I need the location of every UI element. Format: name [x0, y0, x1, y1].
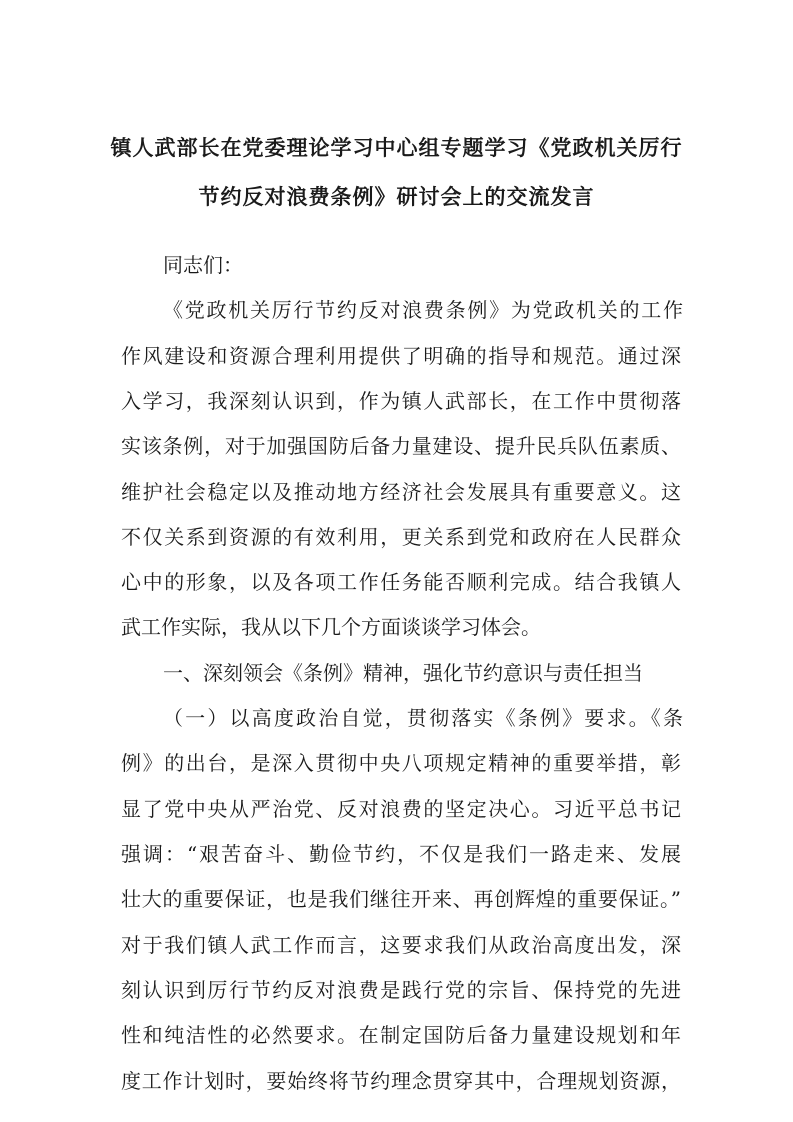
- paragraph-line: 壮大的重要保证，也是我们继往开来、再创辉煌的重要保证。”: [121, 887, 681, 911]
- paragraph-line: 维护社会稳定以及推动地方经济社会发展具有重要意义。这: [121, 480, 681, 504]
- paragraph-line: 心中的形象，以及各项工作任务能否顺利完成。结合我镇人: [121, 570, 681, 594]
- document-title-line-2: 节约反对浪费条例》研讨会上的交流发言: [198, 185, 595, 209]
- paragraph-line: 刻认识到厉行节约反对浪费是践行党的宗旨、保持党的先进: [121, 978, 681, 1002]
- paragraph-line: 实该条例，对于加强国防后备力量建设、提升民兵队伍素质、: [121, 434, 681, 458]
- paragraph-line: 显了党中央从严治党、反对浪费的坚定决心。习近平总书记: [121, 797, 681, 821]
- paragraph-line: 例》的出台，是深入贯彻中央八项规定精神的重要举措，彰: [121, 751, 681, 775]
- paragraph-line: 性和纯洁性的必然要求。在制定国防后备力量建设规划和年: [121, 1023, 681, 1047]
- paragraph-line: 入学习，我深刻认识到，作为镇人武部长，在工作中贯彻落: [121, 389, 681, 413]
- paragraph-line: 度工作计划时，要始终将节约理念贯穿其中，合理规划资源，: [121, 1069, 681, 1093]
- section-heading: 一、深刻领会《条例》精神，强化节约意识与责任担当: [163, 661, 643, 685]
- document-title-line-1: 镇人武部长在党委理论学习中心组专题学习《党政机关厉行: [110, 136, 683, 160]
- paragraph-line: 作风建设和资源合理利用提供了明确的指导和规范。通过深: [121, 344, 681, 368]
- paragraph-line: 武工作实际，我从以下几个方面谈谈学习体会。: [121, 615, 541, 639]
- paragraph-line: （一）以高度政治自觉，贯彻落实《条例》要求。《条: [163, 706, 683, 730]
- salutation: 同志们：: [163, 253, 243, 277]
- paragraph-line: 强调：“艰苦奋斗、勤俭节约，不仅是我们一路走来、发展: [121, 842, 681, 866]
- paragraph-line: 不仅关系到资源的有效利用，更关系到党和政府在人民群众: [121, 525, 681, 549]
- paragraph-line: 《党政机关厉行节约反对浪费条例》为党政机关的工作: [163, 298, 683, 322]
- paragraph-line: 对于我们镇人武工作而言，这要求我们从政治高度出发，深: [121, 933, 681, 957]
